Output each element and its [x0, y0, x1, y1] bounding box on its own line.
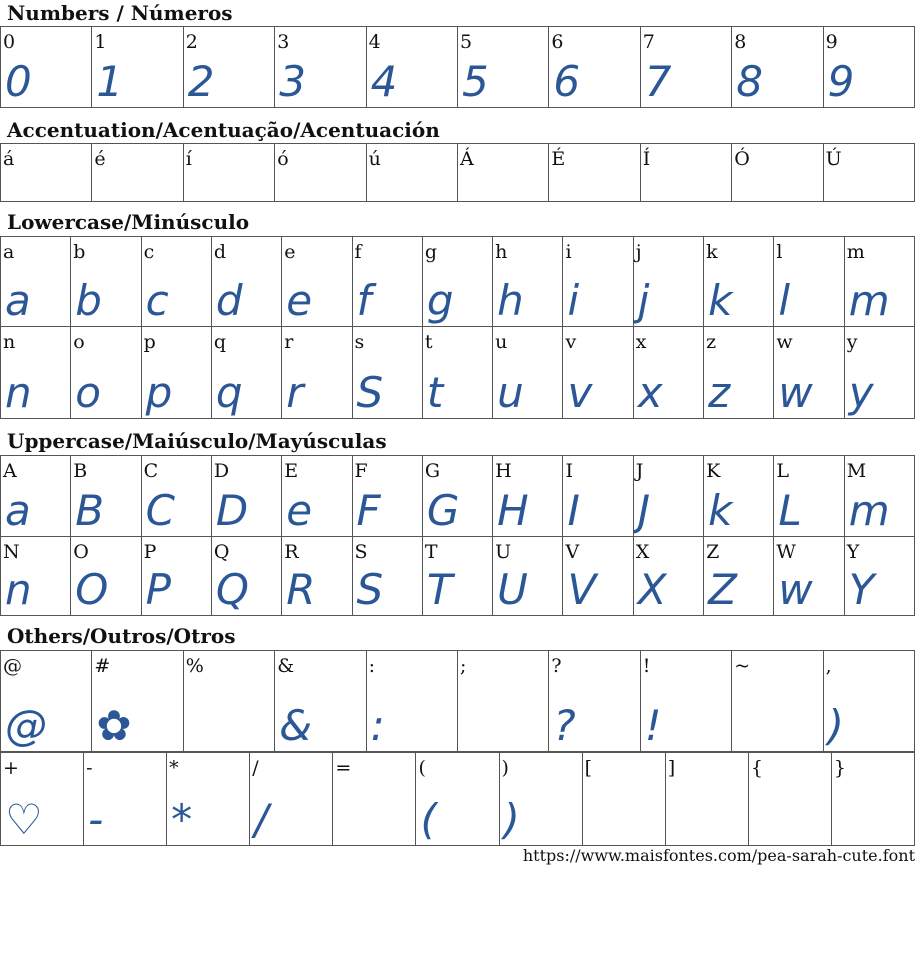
section-title-others: Others/Outros/Otros [7, 624, 236, 648]
glyph-sample: w [778, 368, 813, 417]
others-cell [458, 651, 549, 752]
glyph-sample: ✿ [96, 701, 132, 750]
others-grid-row2 [0, 752, 915, 846]
accents-cell [367, 144, 458, 202]
accents-grid [0, 143, 915, 202]
character-label: ) [501, 757, 509, 779]
uppercase-cell [212, 456, 282, 537]
character-label: h [495, 241, 508, 263]
numbers-cell [92, 27, 183, 108]
character-label: v [565, 331, 577, 353]
accents-cell [184, 144, 275, 202]
glyph-sample: D [215, 486, 249, 535]
character-label: Q [213, 541, 230, 563]
uppercase-cell [71, 537, 141, 616]
character-label: 2 [185, 31, 198, 53]
uppercase-cell [563, 456, 633, 537]
character-label: 0 [3, 31, 16, 53]
glyph-sample: 4 [370, 57, 398, 106]
others-cell [749, 753, 832, 846]
lowercase-cell [493, 237, 563, 327]
character-label: 4 [368, 31, 381, 53]
character-label: T [424, 541, 438, 563]
others-cell [500, 753, 583, 846]
character-label: Á [460, 148, 474, 170]
character-label: j [635, 241, 642, 263]
lowercase-grid [0, 236, 915, 419]
character-label: q [213, 331, 227, 353]
lowercase-cell [845, 327, 915, 419]
character-label: t [424, 331, 433, 353]
accents-cell [732, 144, 823, 202]
uppercase-grid [0, 455, 915, 616]
character-label: M [846, 460, 867, 482]
others-cell [367, 651, 458, 752]
glyph-sample: L [778, 486, 802, 535]
uppercase-cell [423, 456, 493, 537]
glyph-sample: B [75, 486, 105, 535]
character-label: J [635, 460, 644, 482]
glyph-sample: m [848, 276, 890, 325]
glyph-sample: F [356, 486, 381, 535]
character-label: ~ [734, 655, 751, 677]
numbers-cell [1, 27, 92, 108]
others-cell [583, 753, 666, 846]
uppercase-cell [634, 456, 704, 537]
glyph-sample: k [708, 486, 733, 535]
glyph-sample: @ [5, 701, 47, 750]
character-label: a [3, 241, 15, 263]
lowercase-cell [282, 327, 352, 419]
lowercase-cell [704, 327, 774, 419]
uppercase-cell [493, 537, 563, 616]
glyph-sample: 3 [279, 57, 306, 106]
uppercase-cell [423, 537, 493, 616]
glyph-sample: ♡ [5, 795, 43, 844]
glyph-sample: w [778, 565, 813, 614]
others-cell [250, 753, 333, 846]
lowercase-cell [282, 237, 352, 327]
others-cell [1, 753, 84, 846]
lowercase-cell [71, 327, 141, 419]
character-label: w [776, 331, 793, 353]
glyph-sample: h [497, 276, 524, 325]
glyph-sample: j [637, 276, 650, 325]
glyph-sample: m [848, 486, 890, 535]
glyph-sample: V [567, 565, 597, 614]
glyph-sample: g [426, 276, 454, 325]
numbers-cell [549, 27, 640, 108]
lowercase-cell [142, 327, 212, 419]
lowercase-cell [563, 237, 633, 327]
glyph-sample: H [497, 486, 529, 535]
glyph-sample: X [637, 565, 667, 614]
character-label: - [86, 757, 93, 779]
character-label: , [825, 655, 832, 677]
others-cell [732, 651, 823, 752]
glyph-sample: * [171, 795, 193, 844]
glyph-sample: o [75, 368, 101, 417]
accents-cell [641, 144, 732, 202]
glyph-sample: ) [827, 701, 844, 750]
glyph-sample: T [426, 565, 453, 614]
glyph-sample: - [88, 795, 104, 844]
others-cell [167, 753, 250, 846]
accents-cell [1, 144, 92, 202]
glyph-sample: a [5, 276, 31, 325]
character-label: x [635, 331, 647, 353]
glyph-sample: & [279, 701, 312, 750]
character-label: H [495, 460, 512, 482]
accents-cell [458, 144, 549, 202]
character-label: ? [551, 655, 562, 677]
character-label: N [3, 541, 20, 563]
glyph-sample: P [145, 565, 171, 614]
lowercase-cell [423, 327, 493, 419]
character-label: e [284, 241, 296, 263]
uppercase-cell [774, 456, 844, 537]
lowercase-cell [212, 237, 282, 327]
lowercase-cell [353, 327, 423, 419]
glyph-sample: k [708, 276, 733, 325]
others-cell [666, 753, 749, 846]
glyph-sample: ? [553, 701, 576, 750]
glyph-sample: S [356, 368, 384, 417]
character-label: Ú [825, 148, 842, 170]
source-url[interactable]: https://www.maisfontes.com/pea-sarah-cute.font [522, 846, 915, 865]
character-label: 5 [460, 31, 473, 53]
uppercase-cell [704, 456, 774, 537]
character-label: í [185, 148, 192, 170]
character-label: i [565, 241, 572, 263]
glyph-sample: J [637, 486, 651, 535]
section-title-accents: Accentuation/Acentuação/Acentuación [7, 118, 440, 142]
others-cell [184, 651, 275, 752]
character-label: P [143, 541, 157, 563]
uppercase-cell [282, 537, 352, 616]
character-label: l [776, 241, 783, 263]
character-label: 1 [94, 31, 107, 53]
uppercase-cell [1, 537, 71, 616]
glyph-sample: f [356, 276, 372, 325]
glyph-sample: q [215, 368, 243, 417]
glyph-sample: ! [644, 701, 662, 750]
character-label: ó [277, 148, 289, 170]
accents-cell [275, 144, 366, 202]
others-cell [416, 753, 499, 846]
glyph-sample: : [370, 701, 385, 750]
character-label: z [706, 331, 717, 353]
character-label: ; [460, 655, 467, 677]
uppercase-cell [563, 537, 633, 616]
uppercase-cell [142, 537, 212, 616]
character-label: y [846, 331, 858, 353]
character-label: Y [846, 541, 860, 563]
character-label: é [94, 148, 106, 170]
lowercase-cell [423, 237, 493, 327]
others-grid-row1 [0, 650, 915, 752]
lowercase-cell [1, 237, 71, 327]
glyph-sample: n [5, 565, 32, 614]
character-label: / [252, 757, 259, 779]
character-label: # [94, 655, 111, 677]
lowercase-cell [563, 327, 633, 419]
character-label: W [776, 541, 796, 563]
others-cell [641, 651, 732, 752]
others-cell [832, 753, 915, 846]
character-label: = [335, 757, 352, 779]
character-label: S [354, 541, 368, 563]
character-label: } [833, 757, 846, 779]
character-label: A [3, 460, 17, 482]
lowercase-cell [142, 237, 212, 327]
glyph-sample: C [145, 486, 175, 535]
glyph-sample: G [426, 486, 460, 535]
glyph-sample: / [254, 795, 269, 844]
character-label: g [424, 241, 438, 263]
lowercase-cell [212, 327, 282, 419]
character-label: 7 [642, 31, 655, 53]
uppercase-cell [71, 456, 141, 537]
lowercase-cell [704, 237, 774, 327]
accents-cell [92, 144, 183, 202]
character-label: c [143, 241, 155, 263]
character-label: X [635, 541, 650, 563]
accents-cell [549, 144, 640, 202]
character-label: I [565, 460, 573, 482]
lowercase-cell [634, 327, 704, 419]
uppercase-cell [353, 537, 423, 616]
uppercase-cell [845, 537, 915, 616]
character-label: k [706, 241, 718, 263]
others-cell [1, 651, 92, 752]
character-label: E [284, 460, 299, 482]
glyph-sample: R [286, 565, 316, 614]
character-label: O [73, 541, 89, 563]
character-label: 9 [825, 31, 838, 53]
others-cell [333, 753, 416, 846]
glyph-sample: i [567, 276, 580, 325]
glyph-sample: b [75, 276, 102, 325]
glyph-sample: Z [708, 565, 737, 614]
lowercase-cell [634, 237, 704, 327]
glyph-sample: Q [215, 565, 249, 614]
character-label: K [706, 460, 721, 482]
character-label: f [354, 241, 362, 263]
character-label: D [213, 460, 230, 482]
uppercase-cell [774, 537, 844, 616]
character-label: 3 [277, 31, 290, 53]
character-label: ( [418, 757, 426, 779]
character-label: B [73, 460, 88, 482]
glyph-sample: 2 [187, 57, 215, 106]
uppercase-cell [704, 537, 774, 616]
character-label: Ó [734, 148, 750, 170]
uppercase-cell [1, 456, 71, 537]
glyph-sample: O [75, 565, 109, 614]
character-label: s [354, 331, 365, 353]
character-label: L [776, 460, 789, 482]
uppercase-cell [634, 537, 704, 616]
glyph-sample: 0 [5, 57, 32, 106]
character-label: r [284, 331, 294, 353]
numbers-cell [824, 27, 915, 108]
glyph-sample: n [5, 368, 32, 417]
glyph-sample: v [567, 368, 593, 417]
numbers-cell [184, 27, 275, 108]
glyph-sample: a [5, 486, 31, 535]
character-label: É [551, 148, 566, 170]
glyph-sample: r [286, 368, 304, 417]
character-label: b [73, 241, 86, 263]
character-label: á [3, 148, 15, 170]
glyph-sample: ( [420, 795, 437, 844]
glyph-sample: 6 [553, 57, 581, 106]
character-label: C [143, 460, 159, 482]
character-label: 6 [551, 31, 564, 53]
glyph-sample: c [145, 276, 169, 325]
lowercase-cell [493, 327, 563, 419]
uppercase-cell [142, 456, 212, 537]
character-label: 8 [734, 31, 747, 53]
lowercase-cell [774, 237, 844, 327]
uppercase-cell [212, 537, 282, 616]
numbers-cell [275, 27, 366, 108]
character-label: * [169, 757, 179, 779]
glyph-sample: y [848, 368, 874, 417]
character-label: R [284, 541, 299, 563]
numbers-cell [732, 27, 823, 108]
character-label: m [846, 241, 865, 263]
glyph-sample: S [356, 565, 384, 614]
glyph-sample: e [286, 276, 313, 325]
others-cell [549, 651, 640, 752]
character-label: ] [667, 757, 676, 779]
uppercase-cell [353, 456, 423, 537]
character-label: u [495, 331, 508, 353]
glyph-sample: l [778, 276, 791, 325]
lowercase-cell [774, 327, 844, 419]
character-label: % [185, 655, 204, 677]
glyph-sample: p [145, 368, 173, 417]
glyph-sample: U [497, 565, 528, 614]
uppercase-cell [282, 456, 352, 537]
glyph-sample: u [497, 368, 524, 417]
glyph-sample: 8 [736, 57, 763, 106]
glyph-sample: 7 [644, 57, 672, 106]
others-cell [275, 651, 366, 752]
character-label: d [213, 241, 227, 263]
others-cell [92, 651, 183, 752]
numbers-cell [367, 27, 458, 108]
accents-cell [824, 144, 915, 202]
character-label: U [495, 541, 512, 563]
glyph-sample: x [637, 368, 663, 417]
section-title-lowercase: Lowercase/Minúsculo [7, 210, 250, 234]
character-label: o [73, 331, 85, 353]
glyph-sample: ) [503, 795, 520, 844]
character-label: + [3, 757, 19, 779]
uppercase-cell [845, 456, 915, 537]
glyph-sample: z [708, 368, 731, 417]
character-label: V [565, 541, 580, 563]
character-label: { [750, 757, 763, 779]
glyph-sample: d [215, 276, 243, 325]
character-label: ! [642, 655, 651, 677]
section-title-uppercase: Uppercase/Maiúsculo/Mayúsculas [7, 429, 387, 453]
glyph-sample: Y [848, 565, 875, 614]
character-label: [ [584, 757, 593, 779]
others-cell [824, 651, 915, 752]
glyph-sample: I [567, 486, 580, 535]
numbers-cell [641, 27, 732, 108]
lowercase-cell [71, 237, 141, 327]
glyph-sample: 5 [462, 57, 489, 106]
glyph-sample: 1 [96, 57, 124, 106]
section-title-numbers: Numbers / Números [7, 1, 233, 25]
character-label: @ [3, 655, 22, 677]
character-label: ú [368, 148, 381, 170]
uppercase-cell [493, 456, 563, 537]
character-label: Z [706, 541, 720, 563]
character-label: F [354, 460, 368, 482]
character-label: Í [642, 148, 651, 170]
character-label: : [368, 655, 375, 677]
character-label: G [424, 460, 441, 482]
lowercase-cell [1, 327, 71, 419]
character-label: & [277, 655, 295, 677]
character-label: n [3, 331, 16, 353]
lowercase-cell [845, 237, 915, 327]
numbers-grid [0, 26, 915, 108]
glyph-sample: e [286, 486, 313, 535]
others-cell [84, 753, 167, 846]
glyph-sample: 9 [827, 57, 855, 106]
character-label: p [143, 331, 156, 353]
glyph-sample: t [426, 368, 444, 417]
numbers-cell [458, 27, 549, 108]
lowercase-cell [353, 237, 423, 327]
